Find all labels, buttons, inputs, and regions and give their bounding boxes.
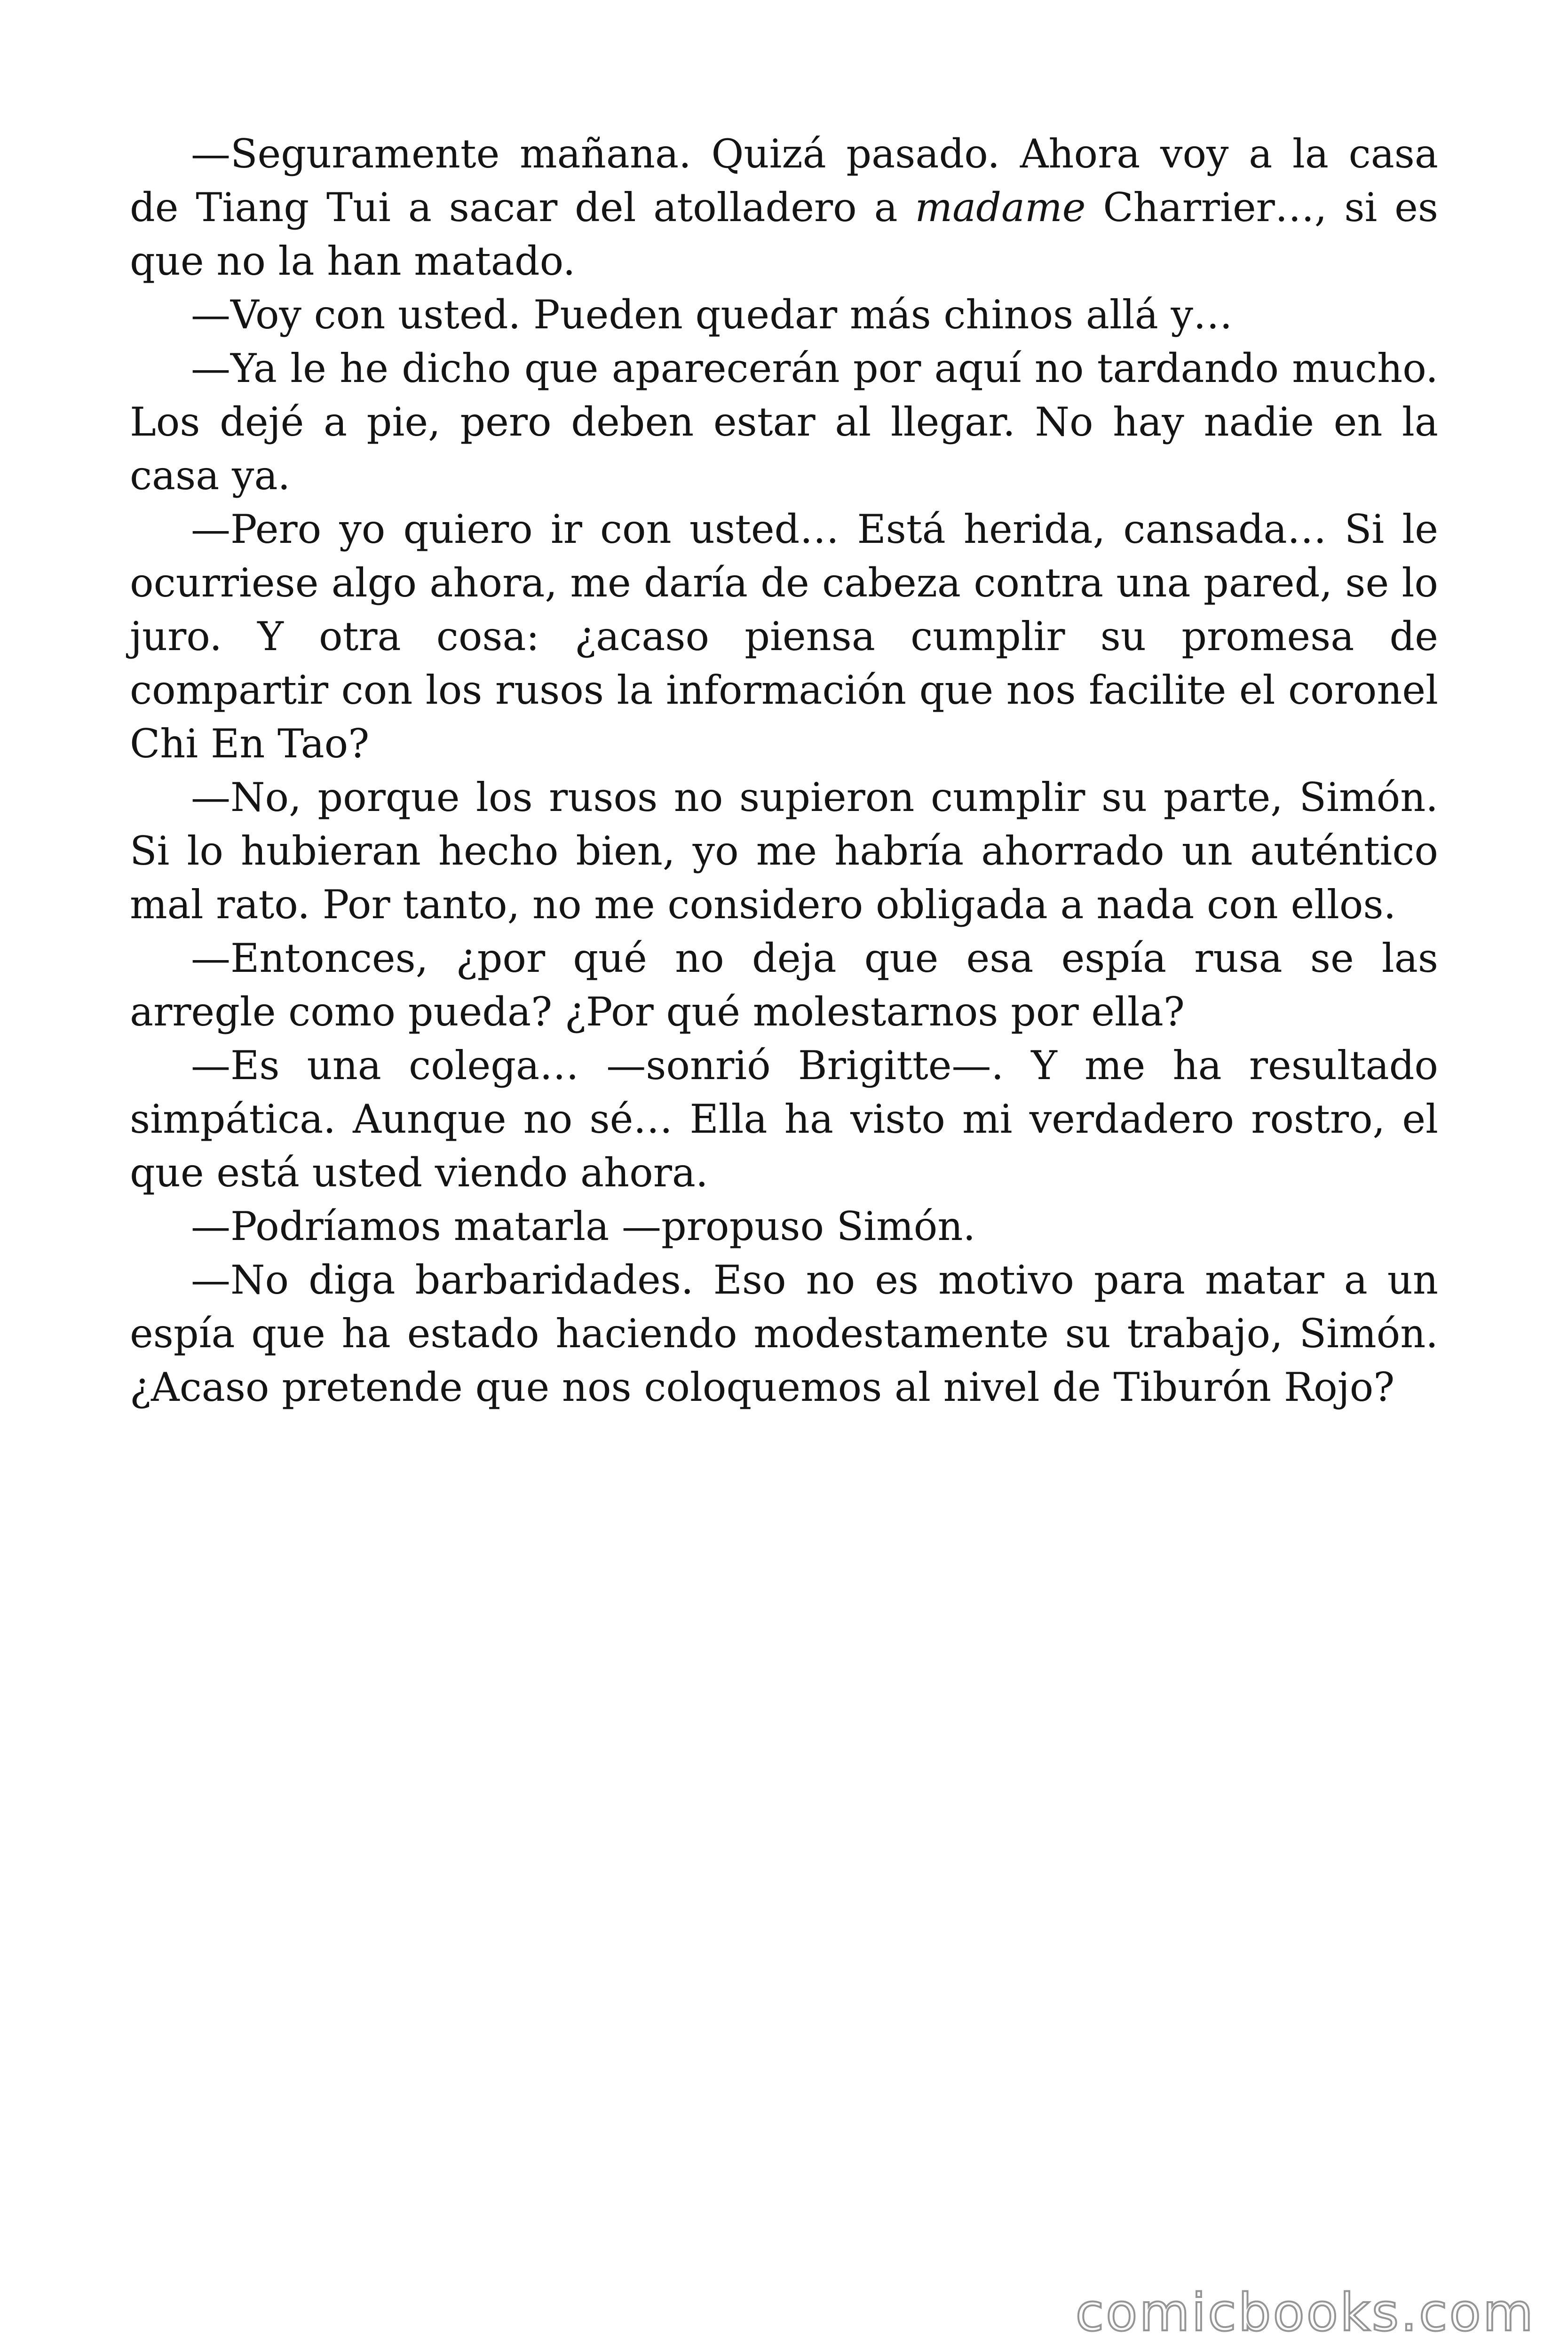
- paragraph-8: —Podríamos matarla —propuso Simón.: [191, 1203, 976, 1249]
- paragraph-7: —Es una colega… —sonrió Brigitte—. Y me ha resultado simpática. Aunque no sé… Ella ha visto mi verdadero rostro, el que está usted viendo ahora.: [130, 1042, 1438, 1196]
- paragraph-5: —No, porque los rusos no supieron cumplir su parte, Simón. Si lo hubieran hecho bien, yo me habría ahorrado un auténtico mal rato. Por tanto, no me considero obligada a nada con ellos.: [130, 774, 1438, 928]
- italic-word: madame: [915, 184, 1086, 230]
- paragraph-4: —Pero yo quiero ir con usted… Está herida, cansada… Si le ocurriese algo ahora, me daría de cabeza contra una pared, se lo juro. Y otra cosa: ¿acaso piensa cumplir su promesa de compartir con los rusos la información que nos facilite el coronel Chi En Tao?: [130, 506, 1438, 767]
- paragraph-6: —Entonces, ¿por qué no deja que esa espía rusa se las arregle como pueda? ¿Por qué molestarnos por ella?: [130, 935, 1438, 1035]
- book-page-text: [130, 127, 1438, 1414]
- paragraph-9: —No diga barbaridades. Eso no es motivo para matar a un espía que ha estado haciendo modestamente su trabajo, Simón. ¿Acaso pretende que nos coloquemos al nivel de Tiburón Rojo?: [130, 1257, 1438, 1410]
- paragraph-2: —Voy con usted. Pueden quedar más chinos allá y…: [191, 292, 1233, 338]
- paragraph-3: —Ya le he dicho que aparecerán por aquí no tardando mucho. Los dejé a pie, pero deben estar al llegar. No hay nadie en la casa ya.: [130, 345, 1438, 499]
- watermark-logo: comicbooks.com: [1075, 2282, 1535, 2343]
- paragraph-1: —Seguramente mañana. Quizá pasado. Ahora voy a la casa de Tiang Tui a sacar del atolladero a madame Charrier…, si es que no la han matado.: [130, 131, 1438, 284]
